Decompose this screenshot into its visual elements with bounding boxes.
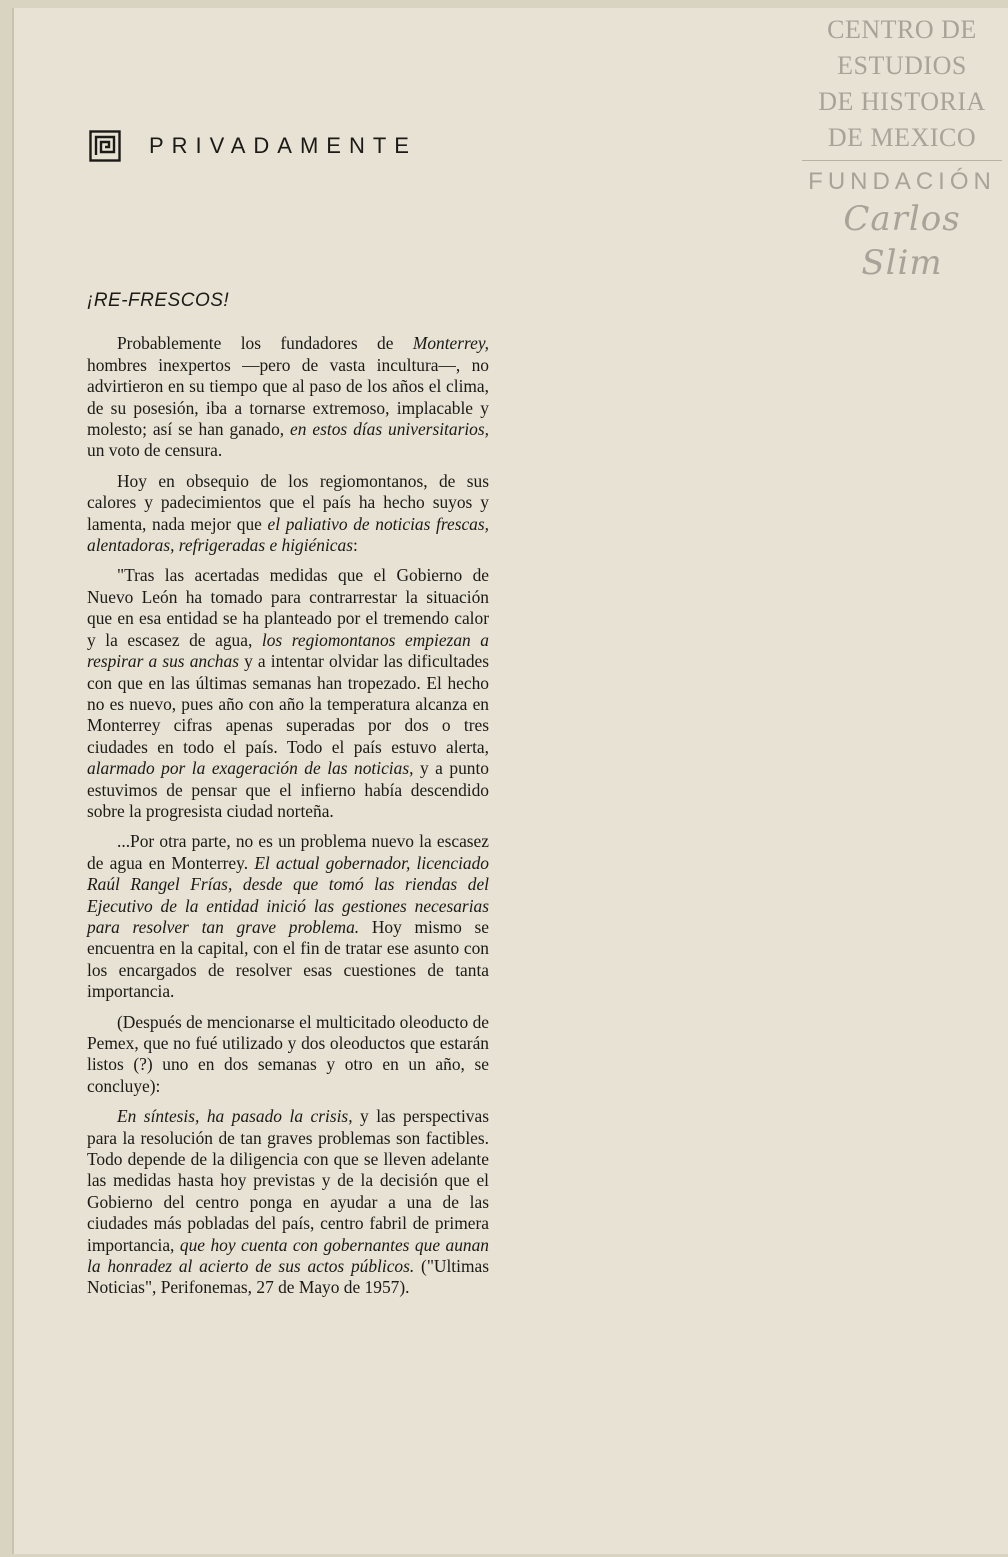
watermark-line: DE HISTORIA [818,87,986,116]
article-title: ¡RE-FRESCOS! [87,290,230,311]
quote-paragraph: ...Por otra parte, no es un problema nuevo la escasez de agua en Monterrey. El actual gobernador, licenciado Raúl Rangel Frías, desde que tomó las riendas del Ejecutivo de la entidad inició las gestiones necesarias para resolver tan grave problema. Hoy mismo se encuentra en la capital, con el fin de tratar ese asunto con los encargados de resolver esas cuestiones de tanta importancia. [87,831,489,1002]
watermark-line: ESTUDIOS [837,51,967,80]
watermark-divider [802,160,1002,161]
watermark-signature: Carlos Slim [843,199,961,283]
greek-fret-icon [89,130,121,162]
paragraph: En síntesis, ha pasado la crisis, y las perspectivas para la resolución de tan graves problemas son factibles. Todo depende de la diligencia con que se lleven adelante las medidas hasta hoy previstas y de la decisión que el Gobierno del centro ponga en ayudar a una de las ciudades más pobladas del país, centro fabril de primera importancia, que hoy cuenta con gobernantes que aunan la honradez al acierto de sus actos públicos. ("Ultimas Noticias", Perifonemas, 27 de Mayo de 1957). [87,1106,489,1298]
paragraph: Hoy en obsequio de los regiomontanos, de sus calores y padecimientos que el país ha hecho suyos y lamenta, nada mejor que el paliativo de noticias frescas, alentadoras, refrigeradas e higiénicas: [87,470,489,556]
archive-watermark [802,12,1002,285]
paragraph: Probablemente los fundadores de Monterrey, hombres inexpertos —pero de vasta incultura—, no advirtieron en su tiempo que al paso de los años el clima, de su posesión, iba a tornarse extremoso, implacable y molesto; así se han ganado, en estos días universitarios, un voto de censura. [87,333,489,461]
section-header [89,130,417,162]
quote-paragraph: "Tras las acertadas medidas que el Gobierno de Nuevo León ha tomado para contrarrestar la situación que en esa entidad se ha planteado por el tremendo calor y la escasez de agua, los regiomontanos empiezan a respirar a sus anchas y a intentar olvidar las dificultades con que en las últimas semanas han tropezado. El hecho no es nuevo, pues año con año la temperatura alcanza en Monterrey cifras apenas superadas por dos o tres ciudades en todo el país. Todo el país estuvo alerta, alarmado por la exageración de las noticias, y a punto estuvimos de pensar que el infierno había descendido sobre la progresista ciudad norteña. [87,565,490,821]
paragraph: (Después de mencionarse el multicitado oleoducto de Pemex, que no fué utilizado y dos oleoductos que estarán listos (?) uno en dos semanas y otro en un año, se concluye): [87,1011,489,1096]
section-title: PRIVADAMENTE [149,133,417,158]
watermark-line: CENTRO DE [827,15,977,44]
page [12,8,1008,1554]
column-left [87,290,489,1308]
watermark-foundation: FUNDACIÓN [808,168,996,195]
watermark-line: DE MEXICO [827,123,977,152]
